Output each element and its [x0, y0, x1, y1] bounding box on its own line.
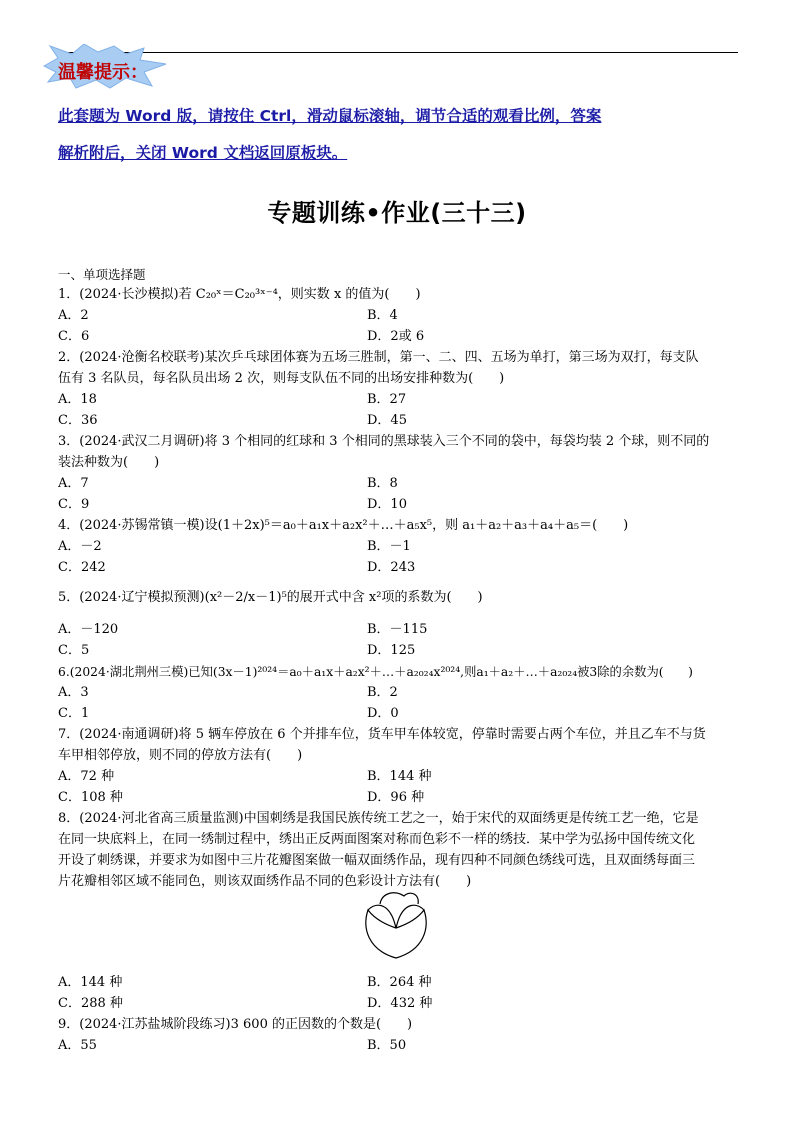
question-6-option-a: A．3 [58, 685, 89, 700]
question-7-option-d: D．96 种 [367, 790, 425, 805]
question-2-option-b: B．27 [367, 392, 407, 407]
question-3-option-d: D．10 [367, 497, 407, 512]
question-1-option-b: B．4 [367, 308, 398, 323]
question-8-option-c: C．288 种 [58, 996, 123, 1011]
question-6-text: 6.(2024·湖北荆州三模)已知(3x－1)²⁰²⁴＝a₀＋a₁x＋a₂x²＋…＋a₂₀₂₄x²⁰²⁴,则a₁＋a₂＋…＋a₂₀₂₄被3除的余数为( ) [58, 665, 693, 679]
question-1-option-d: D．2或 6 [367, 329, 425, 344]
question-7-text-1: 7．(2024·南通调研)将 5 辆车停放在 6 个并排车位，货车甲车体较宽，停靠时需要占两个车位，并且乙车不与货 [58, 727, 706, 742]
question-5-option-d: D．125 [367, 643, 416, 658]
question-1-text: 1．(2024·长沙模拟)若 C₂₀ˣ＝C₂₀³ˣ⁻⁴，则实数 x 的值为( ) [58, 287, 421, 302]
question-3-option-a: A．7 [58, 476, 89, 491]
question-3-option-c: C．9 [58, 497, 90, 512]
question-1-option-c: C．6 [58, 329, 90, 344]
tip-title: 温馨提示： [58, 62, 148, 83]
question-8-text-3: 开设了刺绣课，并要求为如图中三片花瓣图案做一幅双面绣作品，现有四种不同颜色绣线可选，且双面绣每面三 [58, 853, 696, 868]
question-2-text-1: 2．(2024·沧衡名校联考)某次乒乓球团体赛为五场三胜制，第一、二、四、五场为单打，第三场为双打，每支队 [58, 350, 699, 365]
question-4-option-c: C．242 [58, 560, 106, 575]
question-5-text: 5．(2024·辽宁模拟预测)(x²－2/x－1)⁵的展开式中含 x²项的系数为( ) [58, 590, 483, 605]
flower-figure [358, 888, 434, 962]
page-title: 专题训练•作业(三十三) [267, 199, 527, 227]
question-7-option-a: A．72 种 [58, 769, 115, 784]
question-6-option-c: C．1 [58, 706, 90, 721]
question-7-option-b: B．144 种 [367, 769, 432, 784]
question-8-text-4: 片花瓣相邻区域不能同色，则该双面绣作品不同的色彩设计方法有( ) [58, 874, 472, 889]
section-heading: 一、单项选择题 [58, 267, 146, 282]
question-8-option-a: A．144 种 [58, 975, 123, 990]
question-4-option-d: D．243 [367, 560, 416, 575]
question-9-option-a: A．55 [58, 1038, 97, 1053]
question-3-option-b: B．8 [367, 476, 398, 491]
question-9-text: 9．(2024·江苏盐城阶段练习)3 600 的正因数的个数是( ) [58, 1017, 413, 1032]
question-8-option-d: D．432 种 [367, 996, 433, 1011]
question-2-option-c: C．36 [58, 413, 98, 428]
question-8-option-b: B．264 种 [367, 975, 432, 990]
notice-line-2: 解析附后，关闭 Word 文档返回原板块。 [58, 144, 348, 162]
question-7-text-2: 车甲相邻停放，则不同的停放方法有( ) [58, 748, 303, 763]
question-4-option-a: A．－2 [58, 539, 102, 554]
question-5-option-b: B．－115 [367, 622, 428, 637]
question-5-option-c: C．5 [58, 643, 90, 658]
question-4-text: 4．(2024·苏锡常镇一模)设(1＋2x)⁵＝a₀＋a₁x＋a₂x²＋…＋a₅x⁵，则 a₁＋a₂＋a₃＋a₄＋a₅＝( ) [58, 518, 629, 533]
question-2-option-d: D．45 [367, 413, 407, 428]
question-2-option-a: A．18 [58, 392, 97, 407]
question-8-text-1: 8．(2024·河北省高三质量监测)中国刺绣是我国民族传统工艺之一，始于宋代的双面绣更是传统工艺一绝，它是 [58, 811, 699, 826]
question-7-option-c: C．108 种 [58, 790, 123, 805]
question-9-option-b: B．50 [367, 1038, 407, 1053]
question-1-option-a: A．2 [58, 308, 89, 323]
notice-line-1: 此套题为 Word 版，请按住 Ctrl，滑动鼠标滚轴，调节合适的观看比例，答案 [58, 107, 602, 125]
question-8-text-2: 在同一块底料上，在同一绣制过程中，绣出正反两面图案对称而色彩不一样的绣技．某中学为弘扬中国传统文化 [58, 832, 696, 847]
question-5-option-a: A．－120 [58, 622, 119, 637]
question-3-text-1: 3．(2024·武汉二月调研)将 3 个相同的红球和 3 个相同的黑球装入三个不同的袋中，每袋均装 2 个球，则不同的 [58, 434, 710, 449]
question-2-text-2: 伍有 3 名队员，每名队员出场 2 次，则每支队伍不同的出场安排种数为( ) [58, 371, 505, 386]
question-6-option-d: D．0 [367, 706, 399, 721]
question-6-option-b: B．2 [367, 685, 398, 700]
question-4-option-b: B．－1 [367, 539, 411, 554]
question-3-text-2: 装法种数为( ) [58, 455, 160, 470]
